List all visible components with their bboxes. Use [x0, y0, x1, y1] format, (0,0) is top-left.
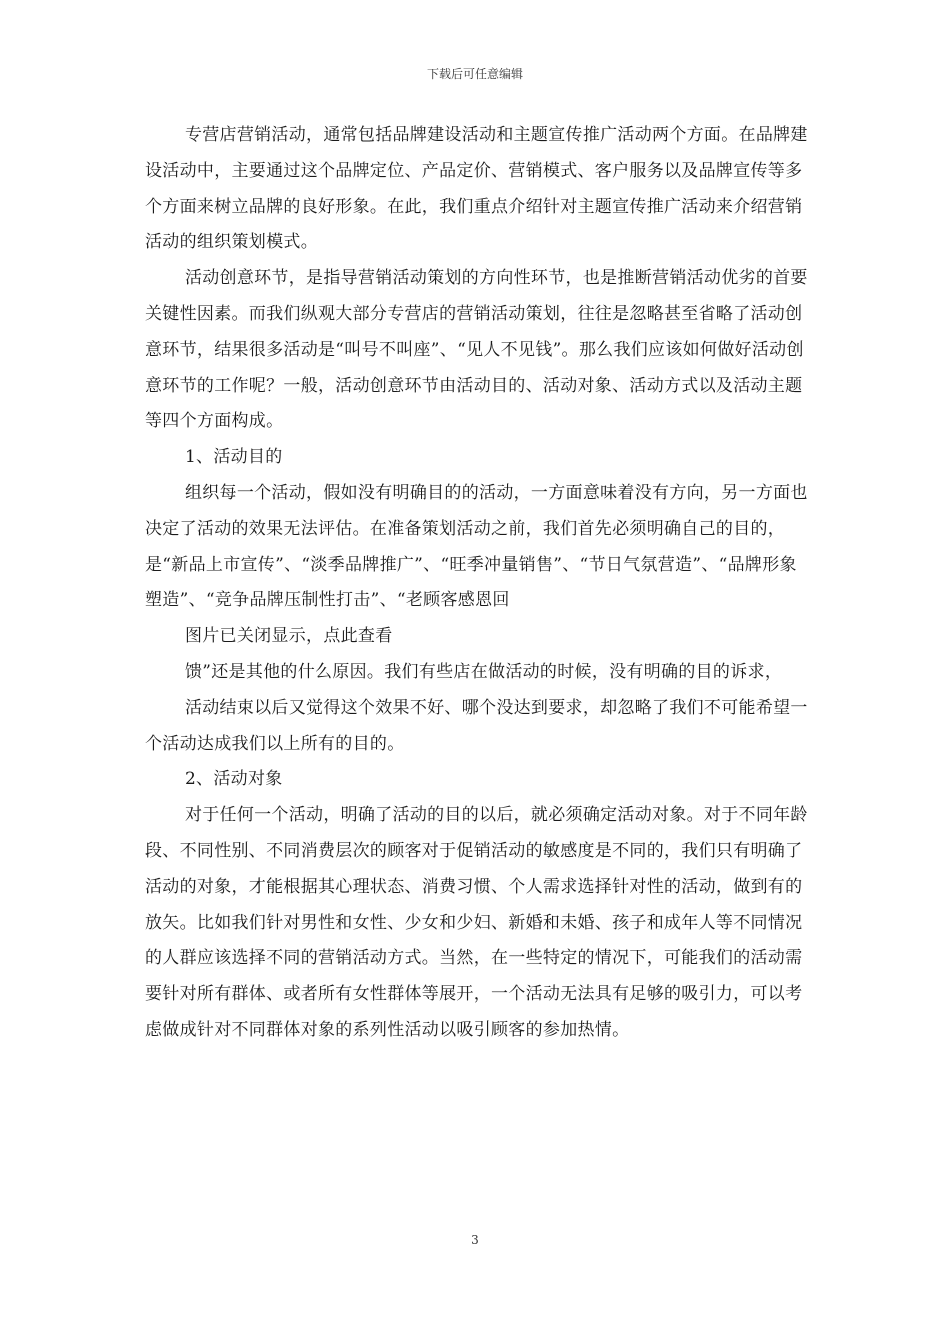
page-number: 3	[471, 1233, 479, 1247]
section-heading-goal: 1、活动目的	[184, 447, 283, 468]
paragraph-creative: 活动创意环节，是指导营销活动策划的方向性环节，也是推断营销活动优劣的首要关键性因素。而我们纵观大部分专营店的营销活动策划，往往是忽略甚至省略了活动创意环节，结果很多活动是“叫号不叫座”、“见人不见钱”。那么我们应该如何做好活动创意环节的工作呢？一般，活动创意环节由活动目的、活动对象、活动方式以及活动主题等四个方面构成。	[145, 268, 808, 432]
paragraph-goal-continued: 馈”还是其他的什么原因。我们有些店在做活动的时候，没有明确的目的诉求，	[184, 661, 783, 682]
paragraph-intro: 专营店营销活动，通常包括品牌建设活动和主题宣传推广活动两个方面。在品牌建设活动中，主要通过这个品牌定位、产品定价、营销模式、客户服务以及品牌宣传等多个方面来树立品牌的良好形象。在此，我们重点介绍针对主题宣传推广活动来介绍营销活动的组织策划模式。	[145, 125, 808, 253]
paragraph-audience: 对于任何一个活动，明确了活动的目的以后，就必须确定活动对象。对于不同年龄段、不同性别、不同消费层次的顾客对于促销活动的敏感度是不同的，我们只有明确了活动的对象，才能根据其心理状态、消费习惯、个人需求选择针对性的活动，做到有的放矢。比如我们针对男性和女性、少女和少妇、新婚和未婚、孩子和成年人等不同情况的人群应该选择不同的营销活动方式。当然，在一些特定的情况下，可能我们的活动需要针对所有群体、或者所有女性群体等展开，一个活动无法具有足够的吸引力，可以考虑做成针对不同群体对象的系列性活动以吸引顾客的参加热情。	[145, 805, 808, 1040]
paragraph-goal: 组织每一个活动，假如没有明确目的的活动，一方面意味着没有方向，另一方面也决定了活动的效果无法评估。在准备策划活动之前，我们首先必须明确自己的目的，是“新品上市宣传”、“淡季品牌推广”、“旺季冲量销售”、“节日气氛营造”、“品牌形象塑造”、“竞争品牌压制性打击”、“老顾客感恩回	[145, 482, 808, 611]
paragraph-goal-result: 活动结束以后又觉得这个效果不好、哪个没达到要求，却忽略了我们不可能希望一个活动达成我们以上所有的目的。	[145, 697, 808, 754]
image-placeholder-link[interactable]: 图片已关闭显示，点此查看	[184, 626, 393, 647]
page-header: 下载后可任意编辑	[426, 67, 523, 81]
section-heading-audience: 2、活动对象	[184, 769, 283, 790]
body-text	[145, 118, 813, 1049]
